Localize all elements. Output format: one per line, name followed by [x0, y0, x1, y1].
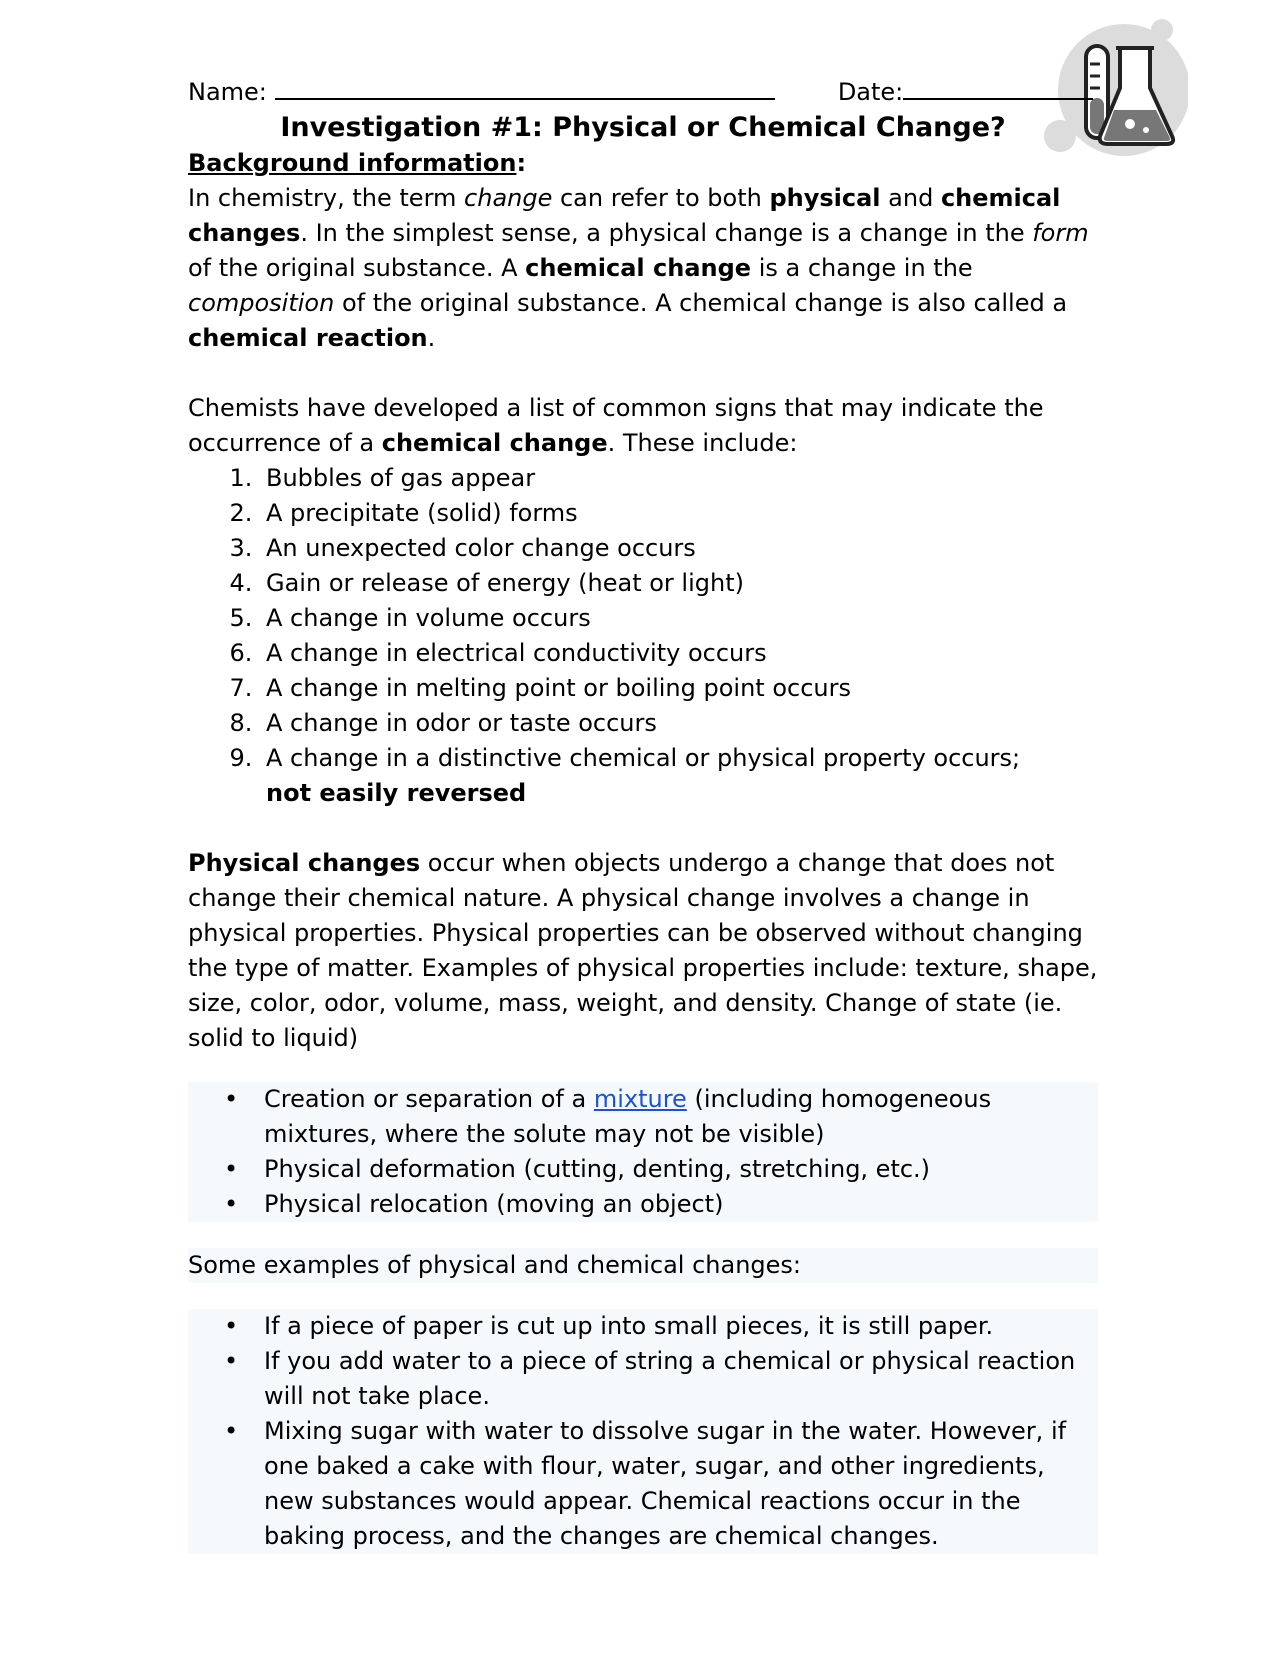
list-item: 2. A precipitate (solid) forms	[260, 496, 1098, 531]
list-item: 7. A change in melting point or boiling point occurs	[260, 671, 1098, 706]
background-paragraph-2: Chemists have developed a list of common signs that may indicate the occurrence of a chemical change. These include:	[188, 394, 1044, 457]
list-item: 8. A change in odor or taste occurs	[260, 706, 1098, 741]
list-item: 6. A change in electrical conductivity occurs	[260, 636, 1098, 671]
name-label: Name:	[188, 78, 267, 106]
list-item: 4. Gain or release of energy (heat or light)	[260, 566, 1098, 601]
list-item: 3. An unexpected color change occurs	[260, 531, 1098, 566]
list-item: 1. Bubbles of gas appear	[260, 461, 1098, 496]
worksheet-page	[188, 72, 1098, 1554]
background-heading: Background information:	[188, 149, 527, 177]
date-field[interactable]	[903, 72, 1093, 100]
name-field[interactable]	[275, 72, 775, 100]
date-label: Date:	[837, 78, 904, 106]
list-item: • Mixing sugar with water to dissolve sugar in the water. However, if one baked a cake with flour, water, sugar, and other ingredients, new substances would appear. Chemical reactions occur in the baking process, and the changes are chemical changes.	[224, 1417, 1067, 1550]
list-item: • Physical deformation (cutting, denting, stretching, etc.)	[224, 1155, 931, 1183]
physical-changes-list	[188, 1082, 1098, 1222]
list-item: 9. A change in a distinctive chemical or physical property occurs; not easily reversed	[260, 741, 1098, 811]
list-item: • If a piece of paper is cut up into small pieces, it is still paper.	[224, 1312, 994, 1340]
background-paragraph-1: In chemistry, the term change can refer to both physical and chemical changes. In the simplest sense, a physical change is a change in the form of the original substance. A chemical change is a change in the composition of the original substance. A chemical change is also called a chemical reaction.	[188, 184, 1089, 352]
list-item: • If you add water to a piece of string a chemical or physical reaction will not take place.	[224, 1347, 1076, 1410]
list-item: • Creation or separation of a mixture (including homogeneous mixtures, where the solute may not be visible)	[224, 1085, 992, 1148]
examples-intro: Some examples of physical and chemical changes:	[188, 1248, 1098, 1283]
list-item: 5. A change in volume occurs	[260, 601, 1098, 636]
mixture-link[interactable]: mixture	[593, 1085, 687, 1113]
examples-list	[188, 1309, 1098, 1554]
chemical-signs-list	[188, 461, 1098, 811]
list-item: • Physical relocation (moving an object)	[224, 1190, 724, 1218]
physical-changes-paragraph: Physical changes occur when objects undergo a change that does not change their chemical nature. A physical change involves a change in physical properties. Physical properties can be observed without changing the type of matter. Examples of physical properties include: texture, shape, size, color, odor, volume, mass, weight, and density. Change of state (ie. solid to liquid)	[188, 849, 1098, 1052]
header-line	[188, 72, 1098, 110]
page-title: Investigation #1: Physical or Chemical Change?	[280, 112, 1006, 143]
